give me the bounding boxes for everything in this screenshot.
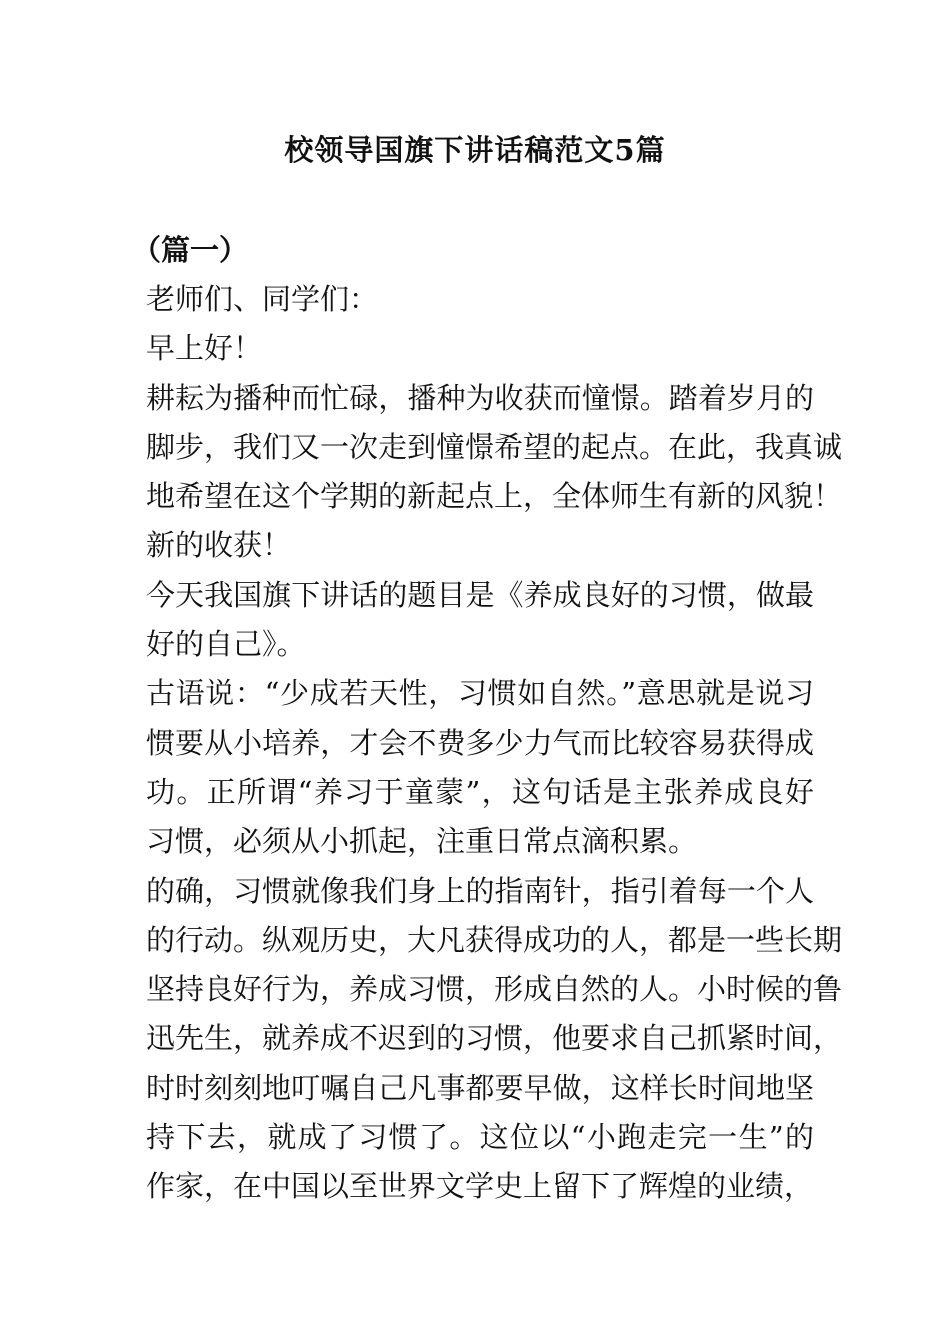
paragraph-line: 早上好！: [146, 331, 263, 366]
paragraph-line: 习惯，必须从小抓起，注重日常点滴积累。: [146, 824, 698, 859]
paragraph-line: 耕耘为播种而忙碌，播种为收获而憧憬。踏着岁月的: [146, 380, 814, 415]
paragraph-line: 今天我国旗下讲话的题目是《养成良好的习惯，做最: [146, 577, 814, 612]
paragraph-line: 迅先生，就养成不迟到的习惯，他要求自己抓紧时间，: [146, 1021, 843, 1056]
document-body: [146, 275, 843, 1212]
paragraph-line: 功。正所谓“养习于童蒙”，这句话是主张养成良好: [146, 774, 814, 809]
paragraph-line: 的行动。纵观历史，大凡获得成功的人，都是一些长期: [146, 922, 843, 957]
paragraph-line: 老师们、同学们：: [146, 282, 379, 316]
paragraph-line: 新的收获！: [146, 528, 292, 563]
paragraph-line: 地希望在这个学期的新起点上，全体师生有新的风貌！: [146, 479, 843, 514]
paragraph-line: 持下去，就成了习惯了。这位以“小跑走完一生”的: [146, 1120, 814, 1155]
section-heading: （篇一）: [132, 233, 249, 267]
paragraph-line: 时时刻刻地叮嘱自己凡事都要早做，这样长时间地坚: [146, 1070, 814, 1105]
paragraph: [146, 571, 814, 670]
paragraph: [146, 374, 843, 571]
paragraph-line: 脚步，我们又一次走到憧憬希望的起点。在此，我真诚: [146, 429, 843, 464]
paragraph-line: 坚持良好行为，养成习惯，形成自然的人。小时候的鲁: [146, 972, 843, 1007]
paragraph: [146, 275, 814, 324]
paragraph-line: 惯要从小培养，才会不费多少力气而比较容易获得成: [146, 725, 814, 760]
paragraph-line: 古语说：“少成若天性，习惯如自然。”意思就是说习: [146, 676, 814, 711]
paragraph-line: 作家，在中国以至世界文学史上留下了辉煌的业绩，: [146, 1169, 814, 1204]
paragraph: [146, 324, 814, 373]
paragraph-line: 的确，习惯就像我们身上的指南针，指引着每一个人: [146, 873, 814, 908]
paragraph-line: 好的自己》。: [146, 627, 306, 662]
paragraph: [146, 867, 843, 1212]
paragraph: [146, 669, 814, 866]
document-title: 校领导国旗下讲话稿范文5篇: [284, 133, 666, 167]
